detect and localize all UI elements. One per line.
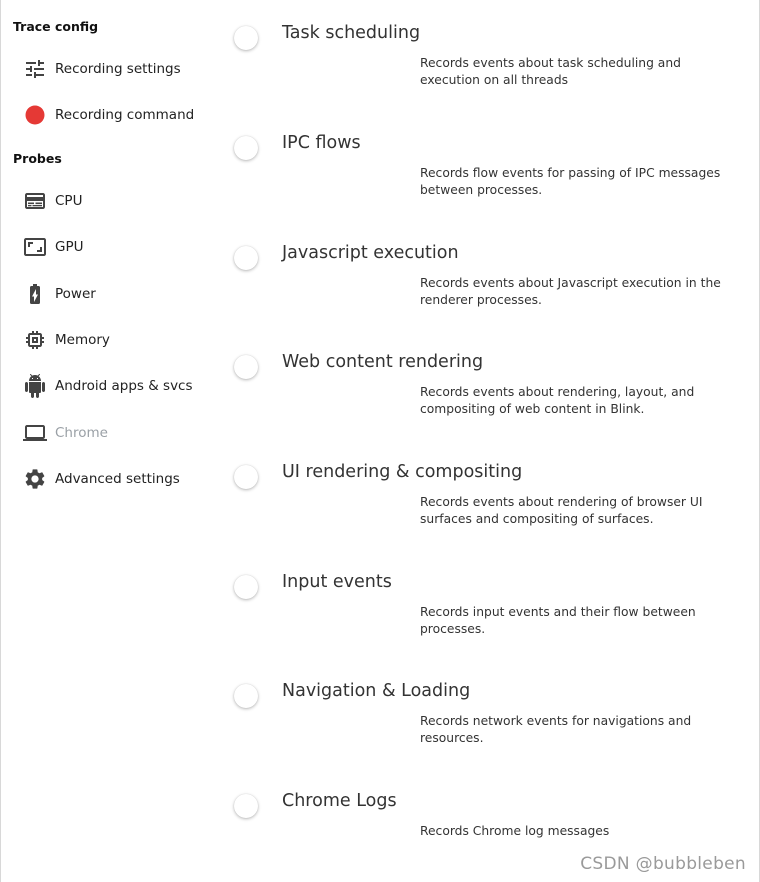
- memory-chip-icon: [22, 328, 47, 353]
- probe-title: Web content rendering: [282, 352, 484, 372]
- sidebar-item-label: Memory: [55, 332, 110, 348]
- probe-description: Records flow events for passing of IPC messages between processes.: [420, 166, 721, 197]
- sidebar-item-label: Recording settings: [55, 61, 181, 77]
- gpu-icon: [22, 235, 47, 260]
- probe-title: Input events: [282, 572, 392, 592]
- probe-toggle[interactable]: [234, 794, 258, 818]
- probe-title: Navigation & Loading: [282, 681, 471, 701]
- sidebar-item-recording-settings[interactable]: [0, 49, 210, 89]
- probe-toggle[interactable]: [234, 355, 258, 379]
- gear-icon: [22, 467, 47, 492]
- android-icon: [22, 374, 47, 399]
- record-dot-icon: [22, 103, 47, 128]
- watermark: CSDN @bubbleben: [580, 854, 746, 874]
- sidebar-item-chrome[interactable]: [0, 413, 210, 453]
- sidebar-item-label: Power: [55, 286, 96, 302]
- sidebar-item-label: CPU: [55, 193, 83, 209]
- probe-toggle[interactable]: [234, 684, 258, 708]
- probe-description: Records Chrome log messages: [420, 824, 610, 838]
- sidebar-item-label: Recording command: [55, 107, 195, 123]
- trace-config-title: Trace config: [13, 19, 99, 34]
- probe-description: Records events about rendering, layout, and compositing of web content in Blink.: [420, 385, 695, 416]
- probe-toggle[interactable]: [234, 575, 258, 599]
- sidebar-item-gpu[interactable]: [0, 227, 210, 267]
- sidebar-item-memory[interactable]: [0, 320, 210, 360]
- probe-description: Records events about task scheduling and execution on all threads: [420, 56, 681, 87]
- sidebar-item-advanced-settings[interactable]: [0, 459, 210, 499]
- probe-title: IPC flows: [282, 133, 361, 153]
- probe-description: Records input events and their flow between processes.: [420, 605, 696, 636]
- probe-toggle[interactable]: [234, 465, 258, 489]
- probe-description: Records network events for navigations and resources.: [420, 714, 692, 745]
- sidebar-item-recording-command[interactable]: [0, 95, 210, 135]
- probe-toggle[interactable]: [234, 246, 258, 270]
- probe-title: Chrome Logs: [282, 791, 397, 811]
- tune-icon: [22, 57, 47, 82]
- sidebar-item-cpu[interactable]: [0, 181, 210, 221]
- sidebar-item-label: GPU: [55, 239, 84, 255]
- sidebar-item-label: Chrome: [55, 425, 108, 441]
- cpu-icon: [22, 189, 47, 214]
- probe-title: UI rendering & compositing: [282, 462, 523, 482]
- sidebar-item-android-apps[interactable]: [0, 366, 210, 406]
- sidebar-item-power[interactable]: [0, 274, 210, 314]
- probe-toggle[interactable]: [234, 26, 258, 50]
- sidebar-item-label: Advanced settings: [55, 471, 180, 487]
- probe-description: Records events about rendering of browser UI surfaces and compositing of surfaces.: [420, 495, 703, 526]
- probes-title: Probes: [13, 151, 62, 166]
- probe-title: Javascript execution: [282, 243, 459, 263]
- probe-description: Records events about Javascript execution in the renderer processes.: [420, 276, 721, 307]
- laptop-icon: [22, 421, 47, 446]
- sidebar-item-label: Android apps & svcs: [55, 378, 193, 394]
- probe-toggle[interactable]: [234, 136, 258, 160]
- battery-icon: [22, 282, 47, 307]
- probe-title: Task scheduling: [282, 23, 421, 43]
- sidebar: [0, 0, 222, 882]
